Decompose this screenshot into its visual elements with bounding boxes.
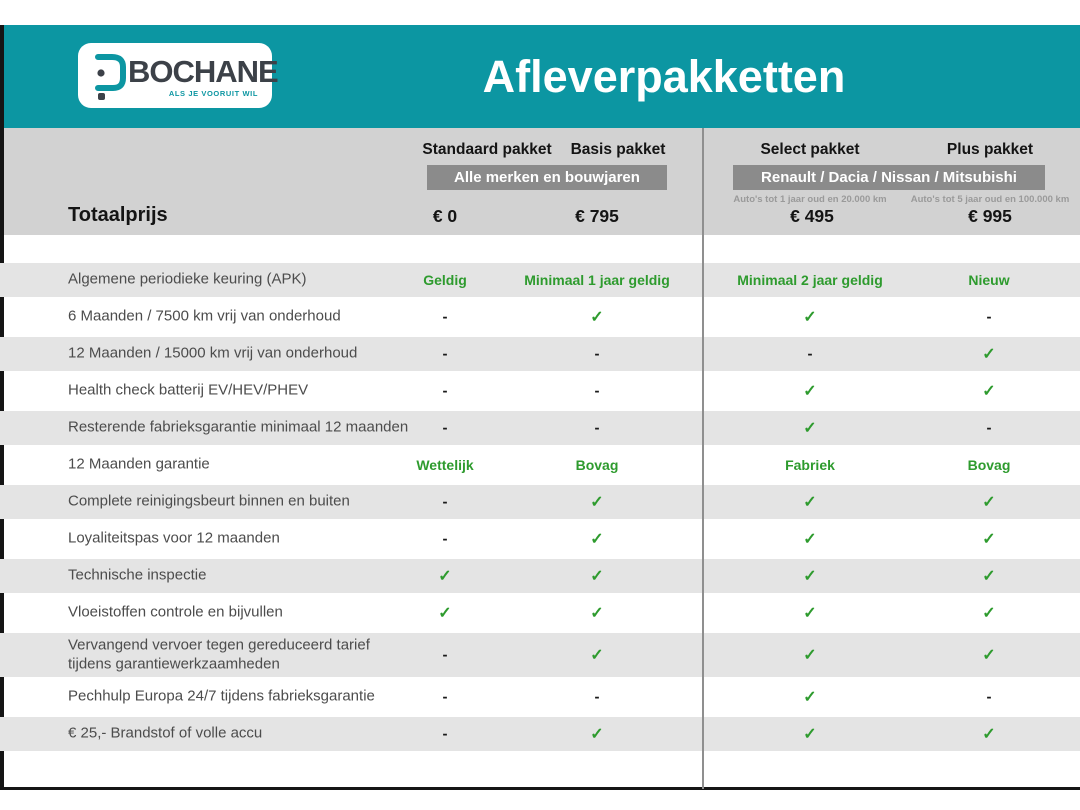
column-header-standaard: Standaard pakket xyxy=(422,141,552,158)
check-icon: ✓ xyxy=(982,494,996,511)
check-icon: ✓ xyxy=(803,605,817,622)
dash-value: - xyxy=(594,419,600,437)
check-icon: ✓ xyxy=(438,605,452,622)
feature-value: Fabriek xyxy=(785,457,835,473)
check-icon: ✓ xyxy=(982,647,996,664)
price-standaard: € 0 xyxy=(432,206,458,226)
dash-value: - xyxy=(442,419,448,437)
check-icon: ✓ xyxy=(803,647,817,664)
dash-value: - xyxy=(594,688,600,706)
check-icon: ✓ xyxy=(803,726,817,743)
dash-value: - xyxy=(986,688,992,706)
logo-wordmark: BOCHANE xyxy=(128,54,278,89)
bochane-logo xyxy=(78,43,278,108)
bottom-border-line xyxy=(0,787,1080,790)
banner-alle-merken: Alle merken en bouwjaren xyxy=(427,165,667,190)
price-basis: € 795 xyxy=(575,206,619,226)
table-row xyxy=(0,596,1080,630)
subnote-select: Auto's tot 1 jaar oud en 20.000 km xyxy=(733,194,887,205)
dash-value: - xyxy=(442,382,448,400)
check-icon: ✓ xyxy=(590,494,604,511)
total-price-label: Totaalprijs xyxy=(68,204,168,226)
bochane-logo-icon xyxy=(90,50,128,107)
table-row xyxy=(0,485,1080,519)
logo-tagline: ALS JE VOORUIT WIL xyxy=(168,89,258,98)
feature-label: Pechhulp Europa 24/7 tijdens fabrieksgarantie xyxy=(68,687,375,705)
feature-value: Nieuw xyxy=(968,272,1010,288)
column-header-basis: Basis pakket xyxy=(570,141,666,158)
subnote-plus: Auto's tot 5 jaar oud en 100.000 km xyxy=(910,194,1070,205)
check-icon: ✓ xyxy=(590,605,604,622)
feature-label: € 25,- Brandstof of volle accu xyxy=(68,724,263,742)
check-icon: ✓ xyxy=(590,726,604,743)
check-icon: ✓ xyxy=(803,689,817,706)
table-row xyxy=(0,374,1080,408)
table-row xyxy=(0,411,1080,445)
feature-value: Minimaal 1 jaar geldig xyxy=(524,272,670,288)
feature-value: Wettelijk xyxy=(416,457,474,473)
check-icon: ✓ xyxy=(590,309,604,326)
dash-value: - xyxy=(442,725,448,743)
check-icon: ✓ xyxy=(590,647,604,664)
page-title: Afleverpakketten xyxy=(482,50,846,102)
check-icon: ✓ xyxy=(982,605,996,622)
dash-value: - xyxy=(442,345,448,363)
feature-label: 12 Maanden / 15000 km vrij van onderhoud xyxy=(68,344,358,362)
table-row xyxy=(0,559,1080,593)
check-icon: ✓ xyxy=(982,383,996,400)
check-icon: ✓ xyxy=(982,531,996,548)
feature-label: 12 Maanden garantie xyxy=(68,455,210,473)
check-icon: ✓ xyxy=(982,726,996,743)
feature-label: Technische inspectie xyxy=(68,566,207,584)
check-icon: ✓ xyxy=(803,309,817,326)
check-icon: ✓ xyxy=(803,420,817,437)
check-icon: ✓ xyxy=(590,531,604,548)
table-row xyxy=(0,522,1080,556)
feature-label: Loyaliteitspas voor 12 maanden xyxy=(68,529,280,547)
feature-label: Vloeistoffen controle en bijvullen xyxy=(68,603,283,621)
table-row xyxy=(0,633,1080,677)
table-header xyxy=(0,128,1080,235)
check-icon: ✓ xyxy=(803,383,817,400)
feature-label: Vervangend vervoer tegen gereduceerd tarief tijdens garantiewerkzaamheden xyxy=(68,636,370,672)
feature-label: Resterende fabrieksgarantie minimaal 12 maanden xyxy=(68,418,409,436)
check-icon: ✓ xyxy=(982,568,996,585)
feature-label: Health check batterij EV/HEV/PHEV xyxy=(68,381,309,399)
check-icon: ✓ xyxy=(803,531,817,548)
feature-label: Algemene periodieke keuring (APK) xyxy=(68,270,307,288)
dash-value: - xyxy=(442,530,448,548)
check-icon: ✓ xyxy=(803,494,817,511)
table-row xyxy=(0,680,1080,714)
price-select: € 495 xyxy=(790,206,834,226)
dash-value: - xyxy=(807,345,813,363)
feature-rows xyxy=(0,263,1080,754)
dash-value: - xyxy=(442,308,448,326)
column-header-select: Select pakket xyxy=(760,141,860,158)
check-icon: ✓ xyxy=(982,346,996,363)
feature-label: Complete reinigingsbeurt binnen en buiten xyxy=(68,492,350,510)
dash-value: - xyxy=(594,345,600,363)
dash-value: - xyxy=(594,382,600,400)
price-plus: € 995 xyxy=(968,206,1012,226)
feature-label: 6 Maanden / 7500 km vrij van onderhoud xyxy=(68,307,341,325)
feature-value: Minimaal 2 jaar geldig xyxy=(737,272,883,288)
table-row xyxy=(0,337,1080,371)
dash-value: - xyxy=(986,419,992,437)
check-icon: ✓ xyxy=(438,568,452,585)
table-row xyxy=(0,263,1080,297)
check-icon: ✓ xyxy=(803,568,817,585)
column-divider-line xyxy=(702,128,704,789)
feature-value: Bovag xyxy=(575,457,619,473)
feature-value: Geldig xyxy=(423,272,467,288)
feature-value: Bovag xyxy=(967,457,1011,473)
table-row xyxy=(0,448,1080,482)
column-header-plus: Plus pakket xyxy=(946,141,1034,158)
dash-value: - xyxy=(442,646,448,664)
banner-brands: Renault / Dacia / Nissan / Mitsubishi xyxy=(733,165,1045,190)
header-bar xyxy=(0,25,1080,128)
check-icon: ✓ xyxy=(590,568,604,585)
table-row xyxy=(0,717,1080,751)
dash-value: - xyxy=(986,308,992,326)
dash-value: - xyxy=(442,688,448,706)
dash-value: - xyxy=(442,493,448,511)
table-row xyxy=(0,300,1080,334)
